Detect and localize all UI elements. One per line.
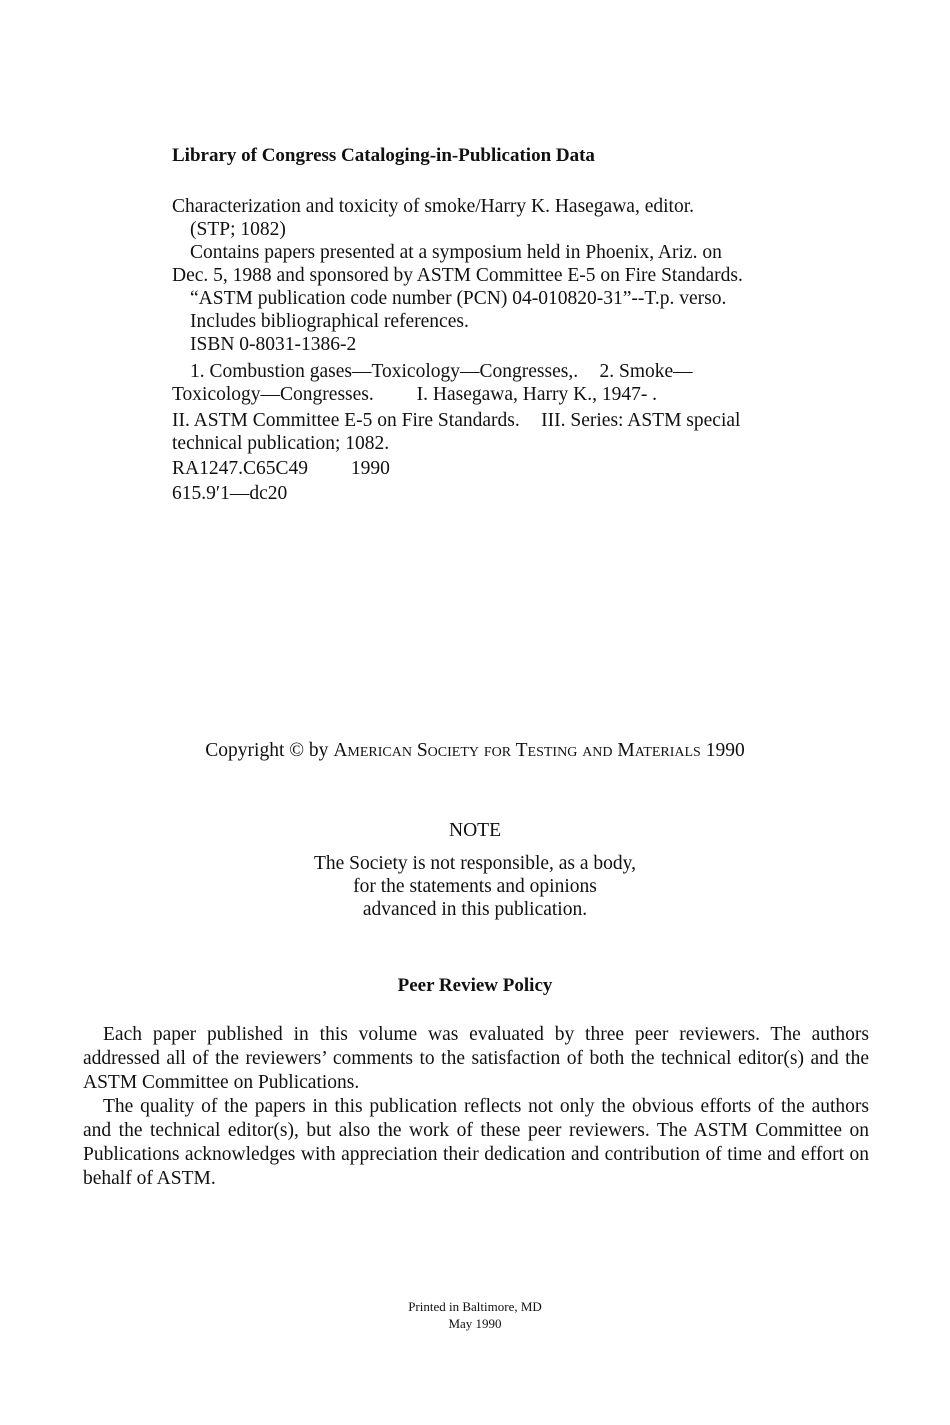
cip-series-line: (STP; 1082) — [190, 219, 286, 240]
note-line-1: The Society is not responsible, as a body, — [313, 853, 637, 874]
cip-subject-1: 1. Combustion gases—Toxicology—Congresses,. — [190, 361, 579, 382]
copyright-line — [0, 740, 950, 762]
printed-location: Printed in Baltimore, MD — [408, 1299, 542, 1314]
cip-subject-line-2 — [172, 383, 657, 406]
copyright-year: 1990 — [700, 740, 745, 761]
cip-call-year: 1990 — [350, 458, 390, 479]
cip-call-number-line — [172, 457, 390, 480]
printed-date: May 1990 — [448, 1316, 502, 1331]
cip-call-number: RA1247.C65C49 — [172, 458, 308, 479]
cip-dewey-line: 615.9′1—dc20 — [172, 483, 288, 504]
note-text — [0, 852, 950, 921]
peer-review-paragraph-1: Each paper published in this volume was evaluated by three peer reviewers. The authors addressed all of the reviewers’ comments to the satisfaction of both the technical editor(s) and the ASTM Committee on Publications. — [83, 1024, 869, 1093]
cip-subject-line-4: technical publication; 1082. — [172, 433, 390, 454]
copyright-org: American Society for Testing and Materials — [333, 740, 701, 761]
cip-subject-2-cont: Toxicology—Congresses. — [172, 384, 374, 405]
cip-subject-line-3 — [172, 409, 740, 432]
note-line-2: for the statements and opinions — [353, 876, 597, 897]
printing-info — [0, 1298, 950, 1332]
cip-biblio-line: Includes bibliographical references. — [190, 311, 469, 332]
cip-added-entry-1: I. Hasegawa, Harry K., 1947- . — [416, 384, 658, 405]
note-line-3: advanced in this publication. — [362, 899, 588, 920]
cip-pcn-line: “ASTM publication code number (PCN) 04-010820-31”--T.p. verso. — [190, 288, 727, 309]
cip-added-entry-3: III. Series: ASTM special — [541, 410, 741, 431]
cip-title-line: Characterization and toxicity of smoke/Harry K. Hasegawa, editor. — [172, 196, 694, 217]
peer-review-paragraph-2: The quality of the papers in this publication reflects not only the obvious efforts of the authors and the technical editor(s), but also the work of these peer reviewers. The ASTM Committee on Publications acknowledges with appreciation their dedication and contribution of time and effort on behalf of ASTM. — [83, 1096, 869, 1189]
cip-subject-2: 2. Smoke— — [599, 361, 693, 382]
cip-isbn-line: ISBN 0-8031-1386-2 — [190, 334, 357, 355]
copyright-prefix: Copyright © by — [205, 740, 334, 761]
cip-contains-line-1: Contains papers presented at a symposium held in Phoenix, Ariz. on — [190, 242, 722, 263]
note-title: NOTE — [449, 820, 501, 841]
cip-added-entry-2: II. ASTM Committee E-5 on Fire Standards. — [172, 410, 520, 431]
cip-heading: Library of Congress Cataloging-in-Publication Data — [172, 145, 595, 166]
cip-contains-line-2: Dec. 5, 1988 and sponsored by ASTM Committee E-5 on Fire Standards. — [172, 265, 743, 286]
cip-subject-line-1 — [190, 360, 693, 383]
peer-review-heading: Peer Review Policy — [397, 975, 553, 996]
